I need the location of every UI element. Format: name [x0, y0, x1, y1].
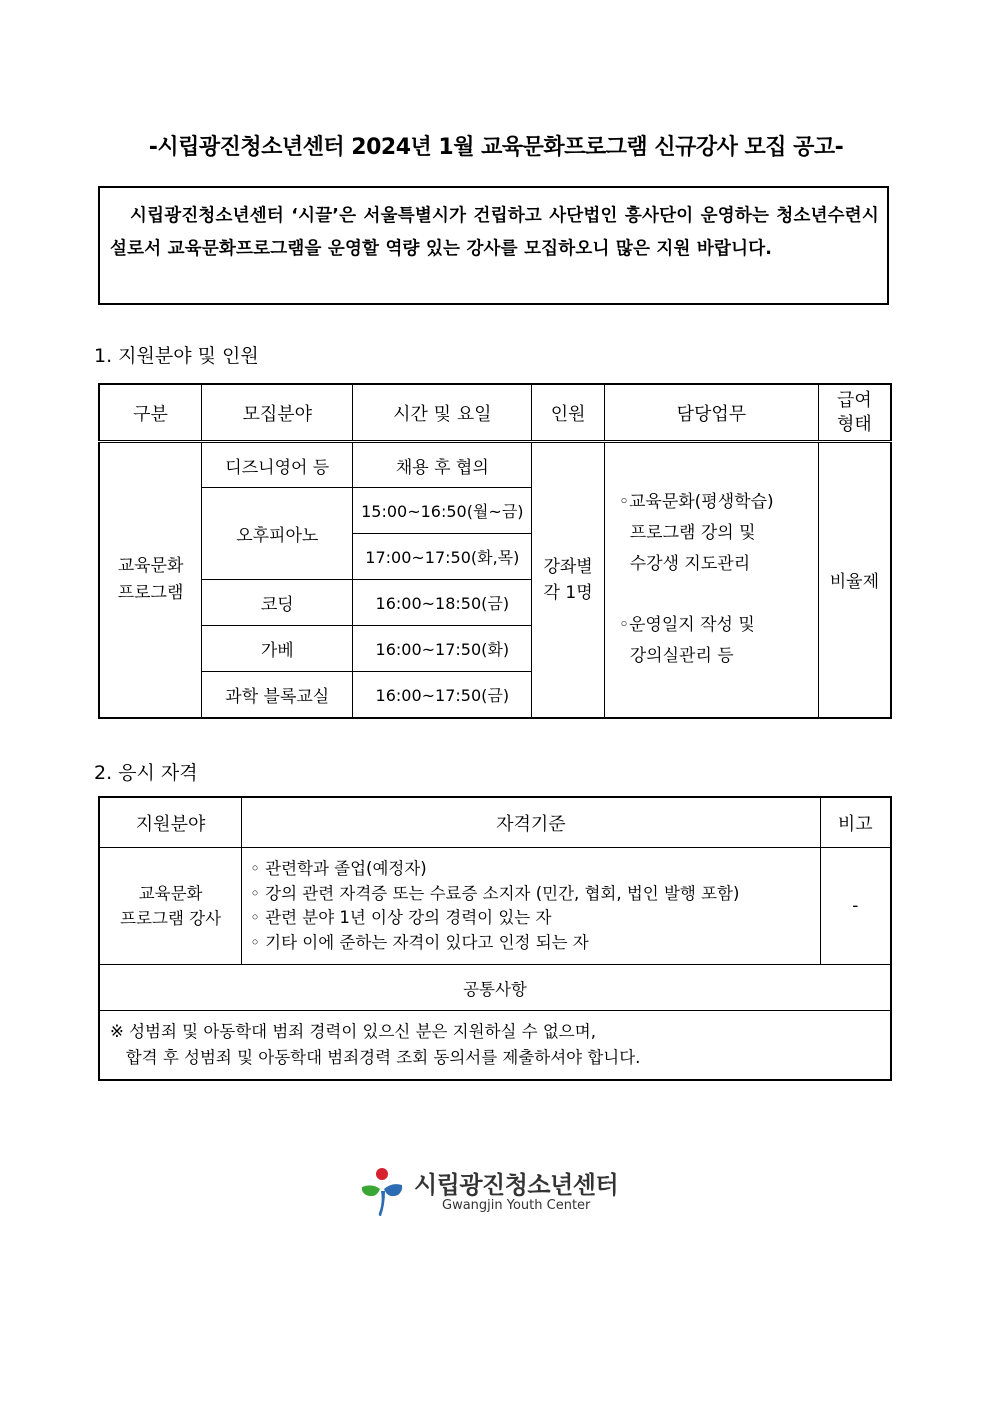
intro-text: 시립광진청소년센터 ‘시끌’은 서울특별시가 건립하고 사단법인 흥사단이 운영하는 청소년수련시설로서 교육문화프로그램을 운영할 역량 있는 강사를 모집하오니 많은 지원 바랍니다. — [110, 206, 879, 259]
time-cell: 17:00~17:50(화,목) — [353, 534, 532, 580]
header-time: 시간 및 요일 — [353, 384, 532, 442]
field-cell: 오후피아노 — [202, 488, 353, 580]
header-criteria: 자격기준 — [242, 797, 820, 848]
qualification-table — [98, 796, 892, 1081]
pay-cell: 비율제 — [818, 442, 891, 718]
criteria-cell — [242, 848, 820, 965]
headcount-cell: 강좌별 각 1명 — [532, 442, 605, 718]
criteria-item: ◦ 기타 이에 준하는 자격이 있다고 인정 되는 자 — [250, 932, 589, 952]
table-row — [99, 1011, 891, 1080]
page-title: -시립광진청소년센터 2024년 1월 교육문화프로그램 신규강사 모집 공고- — [148, 135, 844, 160]
time-cell: 15:00~16:50(월~금) — [353, 488, 532, 534]
header-headcount: 인원 — [532, 384, 605, 442]
table-row — [99, 848, 891, 965]
header-field: 지원분야 — [99, 797, 242, 848]
category-cell: 교육문화 프로그램 — [99, 442, 202, 718]
header-field: 모집분야 — [202, 384, 353, 442]
common-note: ※ 성범죄 및 아동학대 범죄 경력이 있으신 분은 지원하실 수 없으며, 합격 후 성범죄 및 아동학대 범죄경력 조회 동의서를 제출하셔야 합니다. — [99, 1011, 891, 1080]
header-remark: 비고 — [820, 797, 891, 848]
header-pay: 급여 형태 — [818, 384, 891, 442]
field-cell: 교육문화 프로그램 강사 — [99, 848, 242, 965]
organization-logo — [358, 1165, 638, 1217]
table-row — [99, 442, 891, 488]
criteria-item: ◦ 관련 분야 1년 이상 강의 경력이 있는 자 — [250, 908, 552, 927]
field-cell: 가베 — [202, 626, 353, 672]
field-cell: 과학 블록교실 — [202, 672, 353, 718]
table-header-row — [99, 797, 891, 848]
time-cell: 채용 후 협의 — [353, 442, 532, 488]
field-cell: 코딩 — [202, 580, 353, 626]
intro-notice — [98, 186, 889, 305]
duty-cell — [604, 442, 818, 718]
recruitment-table — [98, 383, 892, 719]
logo-name-korean: 시립광진청소년센터 — [414, 1171, 619, 1199]
criteria-item: ◦ 관련학과 졸업(예정자) — [250, 859, 427, 878]
duty-item: ◦운영일지 작성 및 강의실관리 등 — [618, 615, 755, 667]
table-header-row — [99, 384, 891, 442]
header-duty: 담당업무 — [604, 384, 818, 442]
header-category: 구분 — [99, 384, 202, 442]
section2-heading: 2. 응시 자격 — [94, 762, 198, 784]
common-header: 공통사항 — [99, 965, 891, 1011]
logo-emblem-icon — [358, 1165, 406, 1217]
criteria-item: ◦ 강의 관련 자격증 또는 수료증 소지자 (민간, 협회, 법인 발행 포함) — [250, 883, 740, 903]
time-cell: 16:00~17:50(금) — [353, 672, 532, 718]
field-cell: 디즈니영어 등 — [202, 442, 353, 488]
logo-name-english: Gwangjin Youth Center — [442, 1198, 591, 1213]
duty-item: ◦교육문화(평생학습) 프로그램 강의 및 수강생 지도관리 — [618, 492, 774, 575]
remark-cell: - — [820, 848, 891, 965]
time-cell: 16:00~17:50(화) — [353, 626, 532, 672]
table-row — [99, 965, 891, 1011]
time-cell: 16:00~18:50(금) — [353, 580, 532, 626]
section1-heading: 1. 지원분야 및 인원 — [94, 345, 259, 367]
